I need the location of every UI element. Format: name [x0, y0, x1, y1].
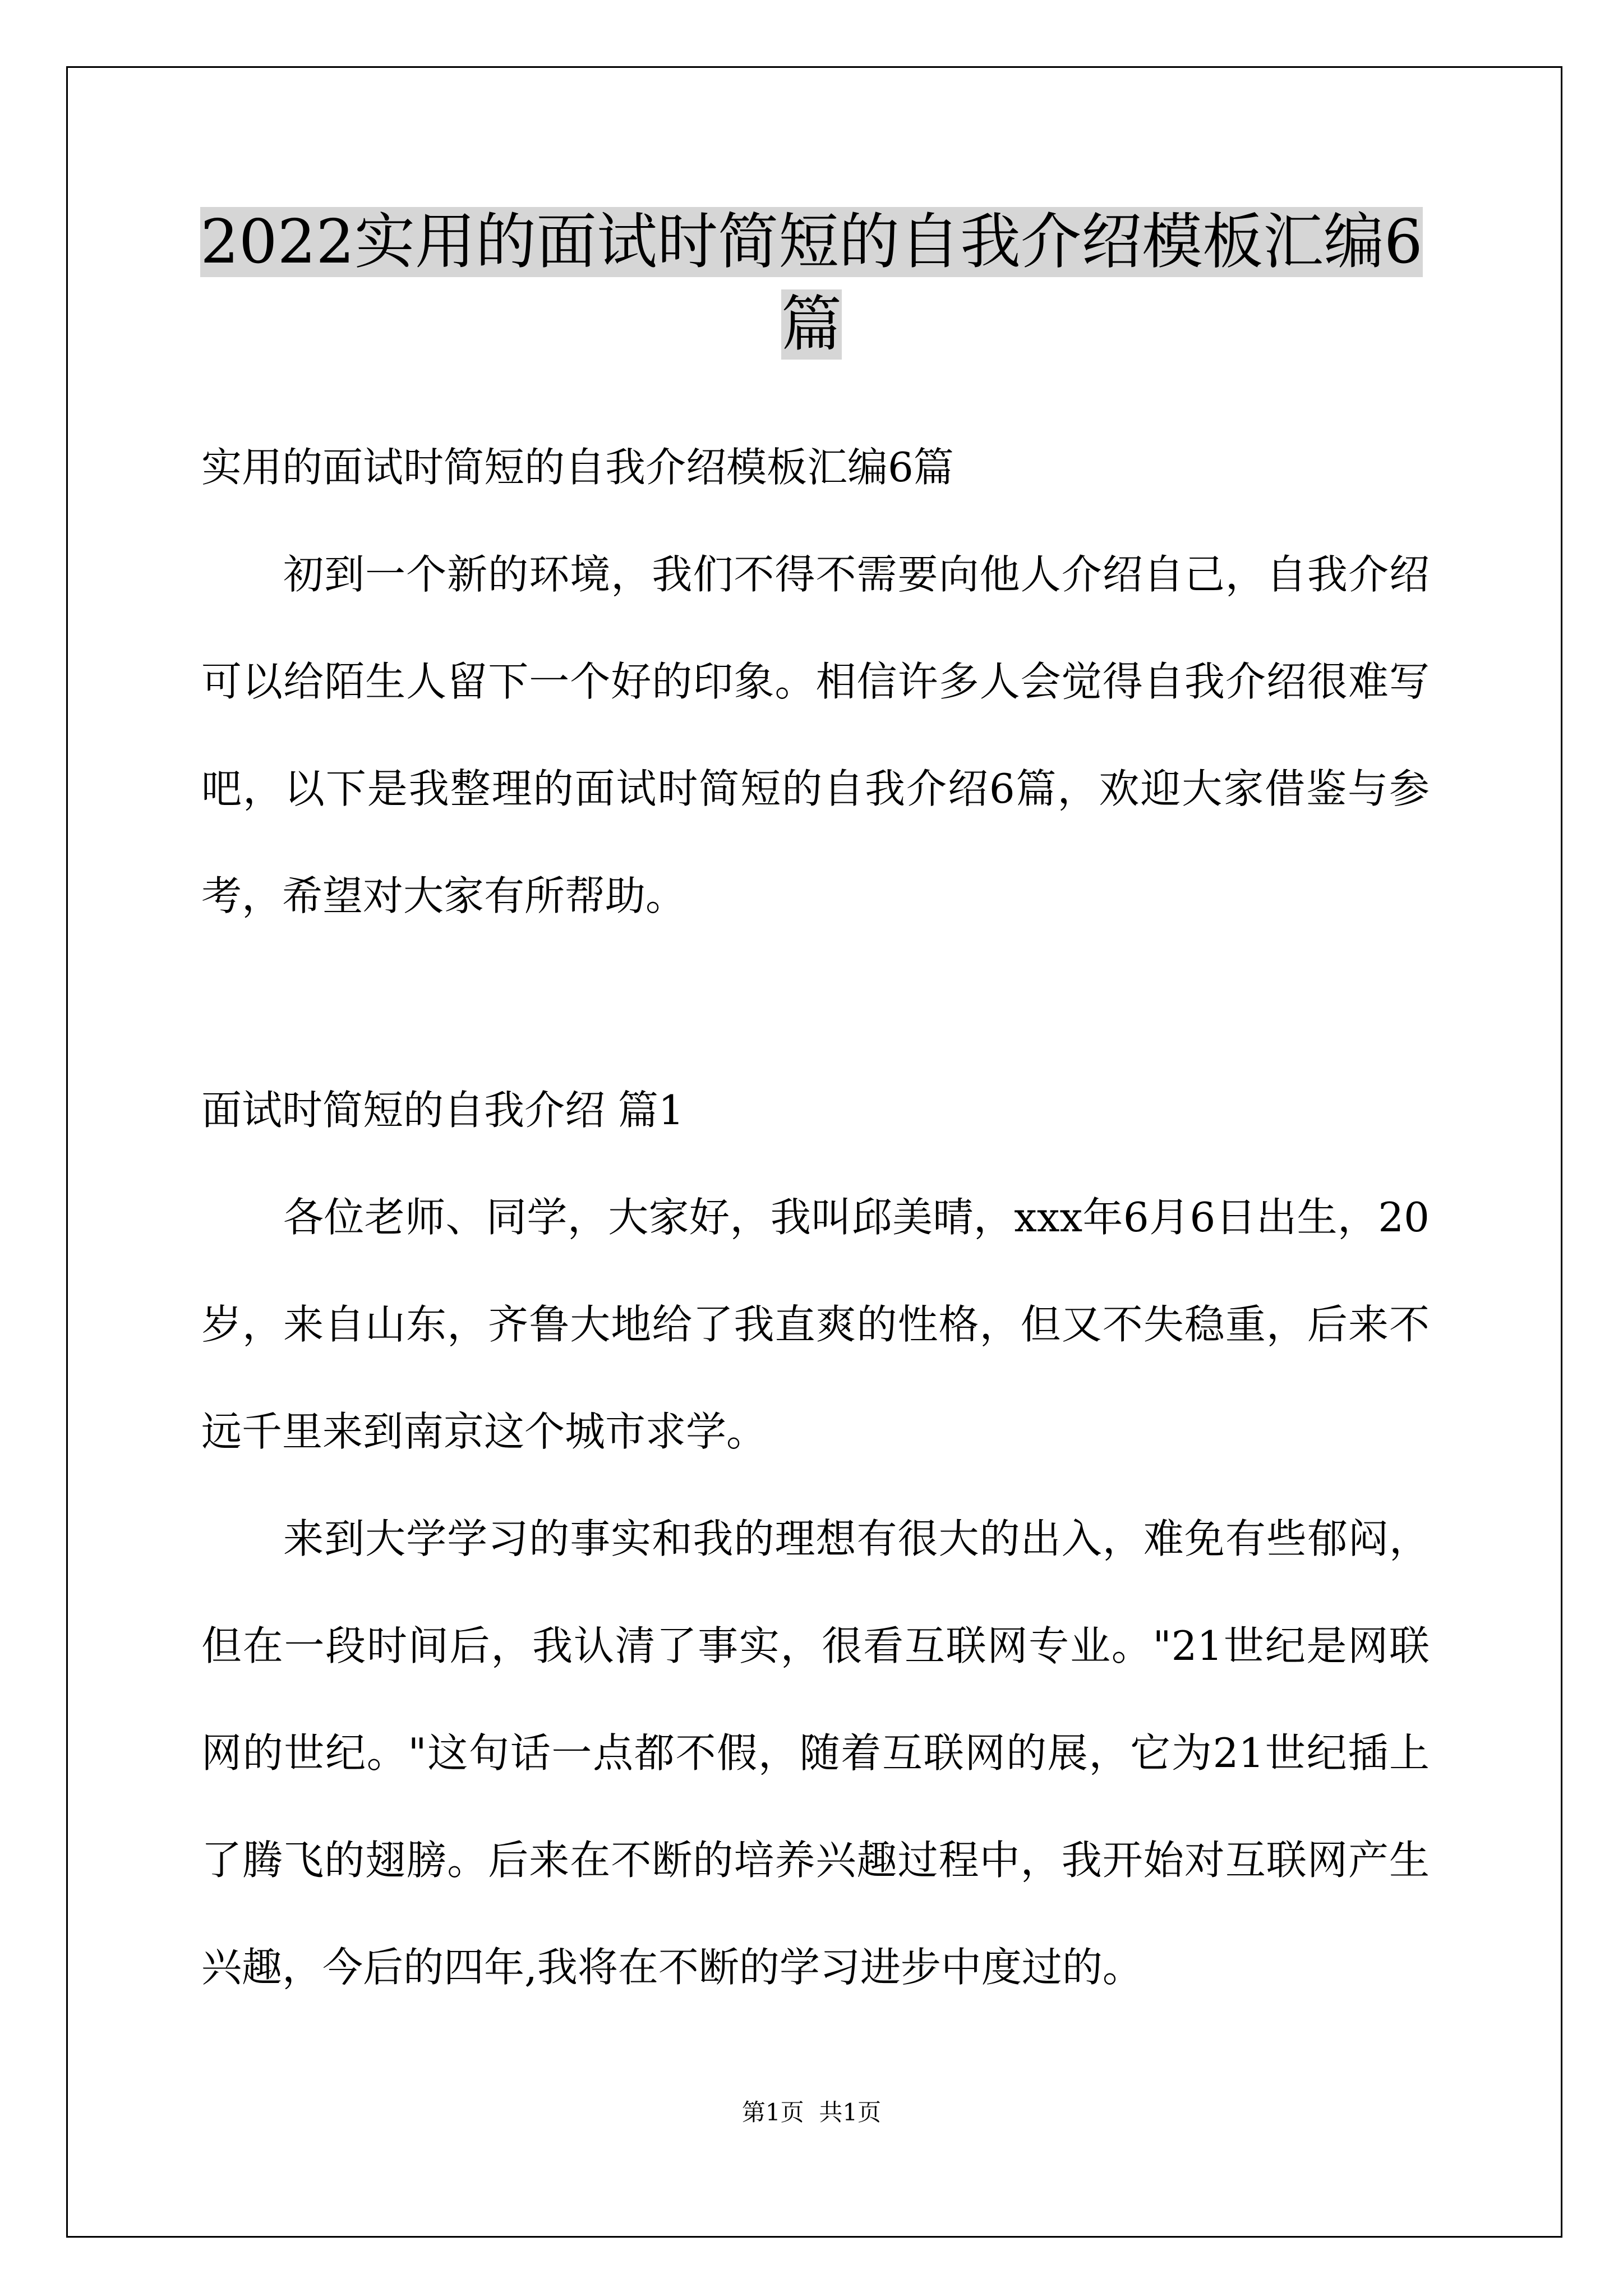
section-heading: 面试时简短的自我介绍 篇1 [201, 1087, 684, 1134]
blank-line [201, 950, 1430, 1057]
document-body [201, 414, 1430, 2021]
page-footer: 第1页 共1页 [741, 2099, 882, 2126]
title-line-1 [0, 201, 1623, 283]
paragraph-line: 岁，来自山东，齐鲁大地给了我直爽的性格，但又不失稳重，后来不 [201, 1301, 1430, 1348]
title-line-1-text: 2022实用的面试时简短的自我介绍模板汇编6 [200, 207, 1423, 277]
paragraph-line: 来到大学学习的事实和我的理想有很大的出入，难免有些郁闷， [283, 1515, 1430, 1562]
paragraph-line: 远千里来到南京这个城市求学。 [201, 1408, 767, 1455]
paragraph-line: 兴趣，今后的四年,我将在不断的学习进步中度过的。 [201, 1944, 1143, 1991]
intro-paragraph [201, 521, 1430, 950]
paragraph-line: 可以给陌生人留下一个好的印象。相信许多人会觉得自我介绍很难写 [201, 658, 1430, 705]
body-paragraph-1 [201, 1164, 1430, 1485]
paragraph-line: 考，希望对大家有所帮助。 [201, 872, 686, 919]
title-line-2 [0, 283, 1623, 366]
title-line-2-text: 篇 [781, 289, 842, 360]
subtitle: 实用的面试时简短的自我介绍模板汇编6篇 [201, 444, 954, 491]
paragraph-line: 了腾飞的翅膀。后来在不断的培养兴趣过程中，我开始对互联网产生 [201, 1837, 1430, 1884]
paragraph-line: 吧，以下是我整理的面试时简短的自我介绍6篇，欢迎大家借鉴与参 [201, 765, 1430, 812]
paragraph-line: 网的世纪。"这句话一点都不假，随着互联网的展，它为21世纪插上 [201, 1729, 1430, 1777]
paragraph-line: 但在一段时间后，我认清了事实，很看互联网专业。"21世纪是网联 [201, 1622, 1430, 1669]
body-paragraph-2 [201, 1485, 1430, 2021]
paragraph-line: 初到一个新的环境，我们不得不需要向他人介绍自己，自我介绍 [283, 551, 1430, 598]
paragraph-line: 各位老师、同学，大家好，我叫邱美晴，xxx年6月6日出生，20 [283, 1194, 1430, 1241]
document-title [0, 201, 1623, 366]
